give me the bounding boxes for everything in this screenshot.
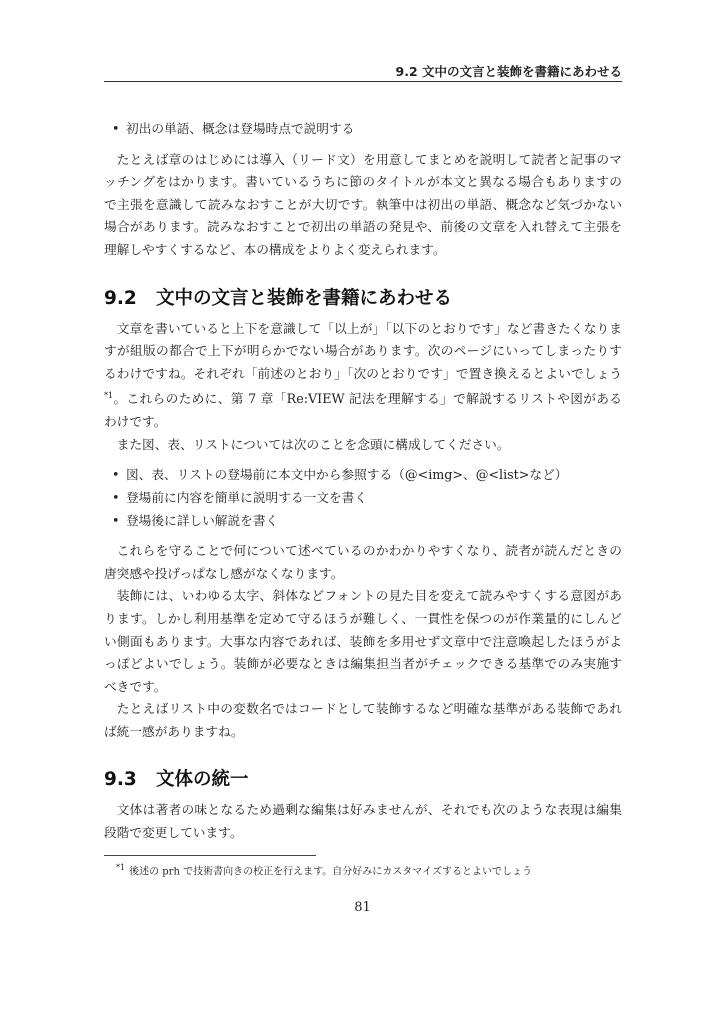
footnote-rule: [104, 855, 316, 856]
paragraph-intro: たとえば章のはじめには導入（リード文）を用意してまとめを説明して読者と記事のマッチングをはかります。書いているうちに節のタイトルが本文と異なる場合もありますので主張を意識して読みなおすことが大切です。執筆中は初出の単語、概念など気づかない場合があります。読みなおすことで初出の単語の発見や、前後の文章を入れ替えて主張を理解しやすくするなど、本の構成をよりよく変えられます。: [104, 151, 622, 257]
footnote-ref[interactable]: *1: [104, 391, 114, 401]
page-body: [104, 118, 622, 845]
paragraph-decoration: 装飾には、いわゆる太字、斜体などフォントの見た目を変えて読みやすくする意図があります。しかし利用基準を定めて守るほうが難しく、一貫性を保つのが作業量的にしんどい側面もあります。大事な内容であれば、装飾を多用せず文章中で注意喚起したほうがよっぽどよいでしょう。装飾が必要なときは編集担当者がチェックできる基準でのみ実施すべきです。: [104, 588, 622, 694]
list-item: • 登場後に詳しい解説を書く: [126, 510, 622, 533]
paragraph-figures-intro: また図、表、リストについては次のことを念頭に構成してください。: [116, 436, 510, 452]
paragraph-decoration-example: たとえばリスト中の変数名ではコードとして装飾するなど明確な基準がある装飾であれば統一感がありますね。: [104, 701, 622, 739]
list-item: • 登場前に内容を簡単に説明する一文を書く: [126, 487, 622, 510]
running-header: 9.2 文中の文言と装飾を書籍にあわせる: [395, 64, 622, 79]
footnote-text: 後述の prh で技術書向きの校正を行えます。自分好みにカスタマイズするとよいでしょう: [129, 866, 532, 878]
section-heading-9-3: [104, 767, 622, 793]
list-item: • 初出の単語、概念は登場時点で説明する: [126, 118, 622, 141]
bullet-icon: •: [112, 467, 120, 483]
bullet-icon: •: [112, 121, 120, 136]
figure-rules-list: [104, 464, 622, 532]
header-rule: [104, 81, 622, 82]
section-number: 9.3: [104, 769, 137, 791]
list-item: • 図、表、リストの登場前に本文中から参照する（@<img>、@<list>など）: [126, 464, 622, 487]
footnote-mark: *1: [116, 863, 126, 872]
paragraph-style: 文体は著者の味となるため過剰な編集は好みませんが、それでも次のような表現は編集段階で変更しています。: [104, 802, 622, 841]
top-bullet-list: [104, 118, 622, 141]
bullet-icon: •: [112, 489, 120, 505]
section-number: 9.2: [104, 287, 137, 309]
section-title: 文体の統一: [156, 769, 249, 791]
paragraph-effect: これらを守ることで何について述べているのかわかりやすくなり、読者が読んだときの唐突感や投げっぱなし感がなくなります。: [104, 543, 622, 581]
section-title: 文中の文言と装飾を書籍にあわせる: [156, 287, 453, 309]
paragraph-direction-words: 文章を書いていると上下を意識して「以上が」「以下のとおりです」など書きたくなりますが組版の都合で上下が明らかでない場合があります。次のページにいってしまったりするわけですね。それぞれ「前述のとおり」「次のとおりです」で置き換えるとよいでしょう$^{*1}$。これらのために、第 7 章「Re:VIEW 記法を理解する」で解説するリストや図があるわけです。: [104, 320, 622, 430]
bullet-icon: •: [112, 512, 120, 528]
page-number: 81: [354, 900, 371, 915]
footnote: [116, 860, 532, 880]
section-heading-9-2: [104, 286, 622, 312]
